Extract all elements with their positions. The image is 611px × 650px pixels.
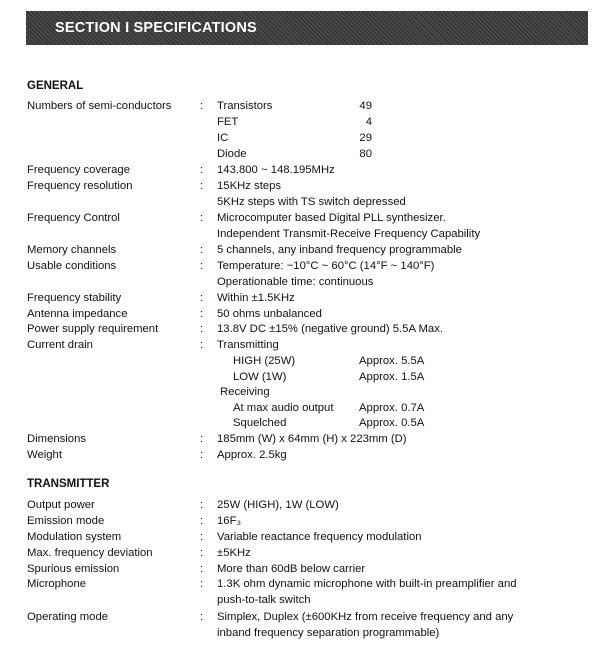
spec-row-operating-mode [0, 609, 611, 625]
spec-label: Emission mode [27, 515, 105, 527]
spec-label: Dimensions [27, 433, 87, 445]
spec-row-power-supply [0, 321, 611, 337]
current-drain-rx-squelched [0, 415, 611, 431]
semiconductor-count: 49 [359, 100, 372, 112]
spec-label: Weight [27, 449, 62, 461]
spec-label: Current drain [27, 339, 93, 351]
section-header-bar [26, 11, 588, 45]
spec-value: 15KHz steps [217, 180, 282, 192]
spec-value: Independent Transmit-Receive Frequency Capability [217, 228, 481, 240]
spec-row-operating-mode-cont [0, 625, 611, 641]
spec-row-frequency-control-cont [0, 226, 611, 242]
spec-row-semiconductors-diode [0, 146, 611, 162]
current-drain-rx-max [0, 400, 611, 416]
spec-value: ±5KHz [217, 547, 251, 559]
spec-label: Microphone [27, 578, 87, 590]
current-drain-transmitting: Transmitting [217, 339, 279, 351]
spec-value: 16F₃ [217, 515, 242, 527]
spec-label: Modulation system [27, 531, 122, 543]
spec-row-frequency-resolution [0, 178, 611, 194]
spec-row-memory-channels [0, 242, 611, 258]
spec-value: Microcomputer based Digital PLL synthesizer. [217, 212, 446, 224]
current-drain-mode: HIGH (25W) [233, 355, 296, 367]
semiconductor-name: IC [217, 132, 229, 144]
current-drain-receiving-row [0, 384, 611, 400]
spec-label: Frequency Control [27, 212, 120, 224]
spec-value: More than 60dB below carrier [217, 563, 366, 575]
spec-value: 143.800 ~ 148.195MHz [217, 164, 335, 176]
spec-colon: : [200, 578, 204, 590]
spec-value: 13.8V DC ±15% (negative ground) 5.5A Max. [217, 323, 443, 335]
current-drain-tx-low [0, 369, 611, 385]
spec-row-current-drain [0, 337, 611, 353]
spec-row-weight [0, 447, 611, 463]
spec-value: Within ±1.5KHz [217, 292, 295, 304]
spec-value: 5KHz steps with TS switch depressed [217, 196, 406, 208]
spec-value: 50 ohms unbalanced [217, 308, 322, 320]
spec-colon: : [200, 547, 204, 559]
spec-row-microphone-cont [0, 592, 611, 608]
spec-row-dimensions [0, 431, 611, 447]
spec-row-semiconductors [0, 98, 611, 114]
general-heading: GENERAL [27, 80, 84, 92]
spec-row-frequency-coverage [0, 162, 611, 178]
current-drain-value: Approx. 0.5A [359, 417, 425, 429]
spec-colon: : [200, 180, 204, 192]
spec-value: Simplex, Duplex (±600KHz from receive frequency and any [217, 611, 514, 623]
spec-row-antenna-impedance [0, 306, 611, 322]
spec-row-semiconductors-ic [0, 130, 611, 146]
current-drain-mode: At max audio output [233, 402, 334, 414]
spec-row-usable-conditions [0, 258, 611, 274]
spec-label: Numbers of semi-conductors [27, 100, 172, 112]
semiconductor-name: FET [217, 116, 239, 128]
spec-value: Approx. 2.5kg [217, 449, 287, 461]
spec-row-semiconductors-fet [0, 114, 611, 130]
spec-colon: : [200, 449, 204, 461]
current-drain-tx-high [0, 353, 611, 369]
transmitter-heading: TRANSMITTER [27, 478, 110, 490]
spec-row-output-power [0, 497, 611, 513]
spec-label: Usable conditions [27, 260, 117, 272]
semiconductor-count: 4 [365, 116, 372, 128]
spec-row-modulation-system [0, 529, 611, 545]
spec-colon: : [200, 323, 204, 335]
spec-label: Spurious emission [27, 563, 120, 575]
spec-value: push-to-talk switch [217, 594, 311, 606]
spec-colon: : [200, 531, 204, 543]
spec-value: 25W (HIGH), 1W (LOW) [217, 499, 339, 511]
spec-label: Output power [27, 499, 95, 511]
spec-colon: : [200, 339, 204, 351]
semiconductor-name: Transistors [217, 100, 273, 112]
spec-label: Frequency stability [27, 292, 122, 304]
semiconductor-name: Diode [217, 148, 247, 160]
spec-row-microphone [0, 576, 611, 592]
spec-row-spurious-emission [0, 561, 611, 577]
current-drain-value: Approx. 0.7A [359, 402, 425, 414]
spec-label: Frequency coverage [27, 164, 130, 176]
spec-label: Power supply requirement [27, 323, 159, 335]
spec-label: Antenna impedance [27, 308, 128, 320]
spec-value: Variable reactance frequency modulation [217, 531, 422, 543]
spec-label: Memory channels [27, 244, 117, 256]
semiconductor-count: 29 [359, 132, 372, 144]
section-title: SECTION I SPECIFICATIONS [55, 20, 257, 36]
spec-colon: : [200, 164, 204, 176]
spec-colon: : [200, 563, 204, 575]
spec-value: inband frequency separation programmable) [217, 627, 440, 639]
semiconductor-count: 80 [359, 148, 372, 160]
spec-colon: : [200, 212, 204, 224]
spec-row-frequency-control [0, 210, 611, 226]
spec-colon: : [200, 433, 204, 445]
spec-row-frequency-stability [0, 290, 611, 306]
spec-row-emission-mode [0, 513, 611, 529]
spec-colon: : [200, 515, 204, 527]
spec-colon: : [200, 292, 204, 304]
current-drain-value: Approx. 1.5A [359, 371, 425, 383]
spec-label: Frequency resolution [27, 180, 133, 192]
spec-colon: : [200, 260, 204, 272]
current-drain-value: Approx. 5.5A [359, 355, 425, 367]
spec-colon: : [200, 244, 204, 256]
spec-value: 1.3K ohm dynamic microphone with built-in preamplifier and [217, 578, 517, 590]
current-drain-mode: Squelched [233, 417, 287, 429]
spec-colon: : [200, 611, 204, 623]
spec-colon: : [200, 100, 204, 112]
spec-row-frequency-resolution-cont [0, 194, 611, 210]
current-drain-receiving: Receiving [220, 386, 270, 398]
spec-colon: : [200, 499, 204, 511]
spec-colon: : [200, 308, 204, 320]
spec-value: Operationable time: continuous [217, 276, 374, 288]
spec-row-max-deviation [0, 545, 611, 561]
spec-label: Operating mode [27, 611, 109, 623]
spec-value: 185mm (W) x 64mm (H) x 223mm (D) [217, 433, 407, 445]
spec-row-usable-conditions-cont [0, 274, 611, 290]
spec-label: Max. frequency deviation [27, 547, 153, 559]
spec-value: Temperature: −10°C ~ 60°C (14°F ~ 140°F) [217, 260, 435, 272]
spec-value: 5 channels, any inband frequency programmable [217, 244, 462, 256]
current-drain-mode: LOW (1W) [233, 371, 287, 383]
